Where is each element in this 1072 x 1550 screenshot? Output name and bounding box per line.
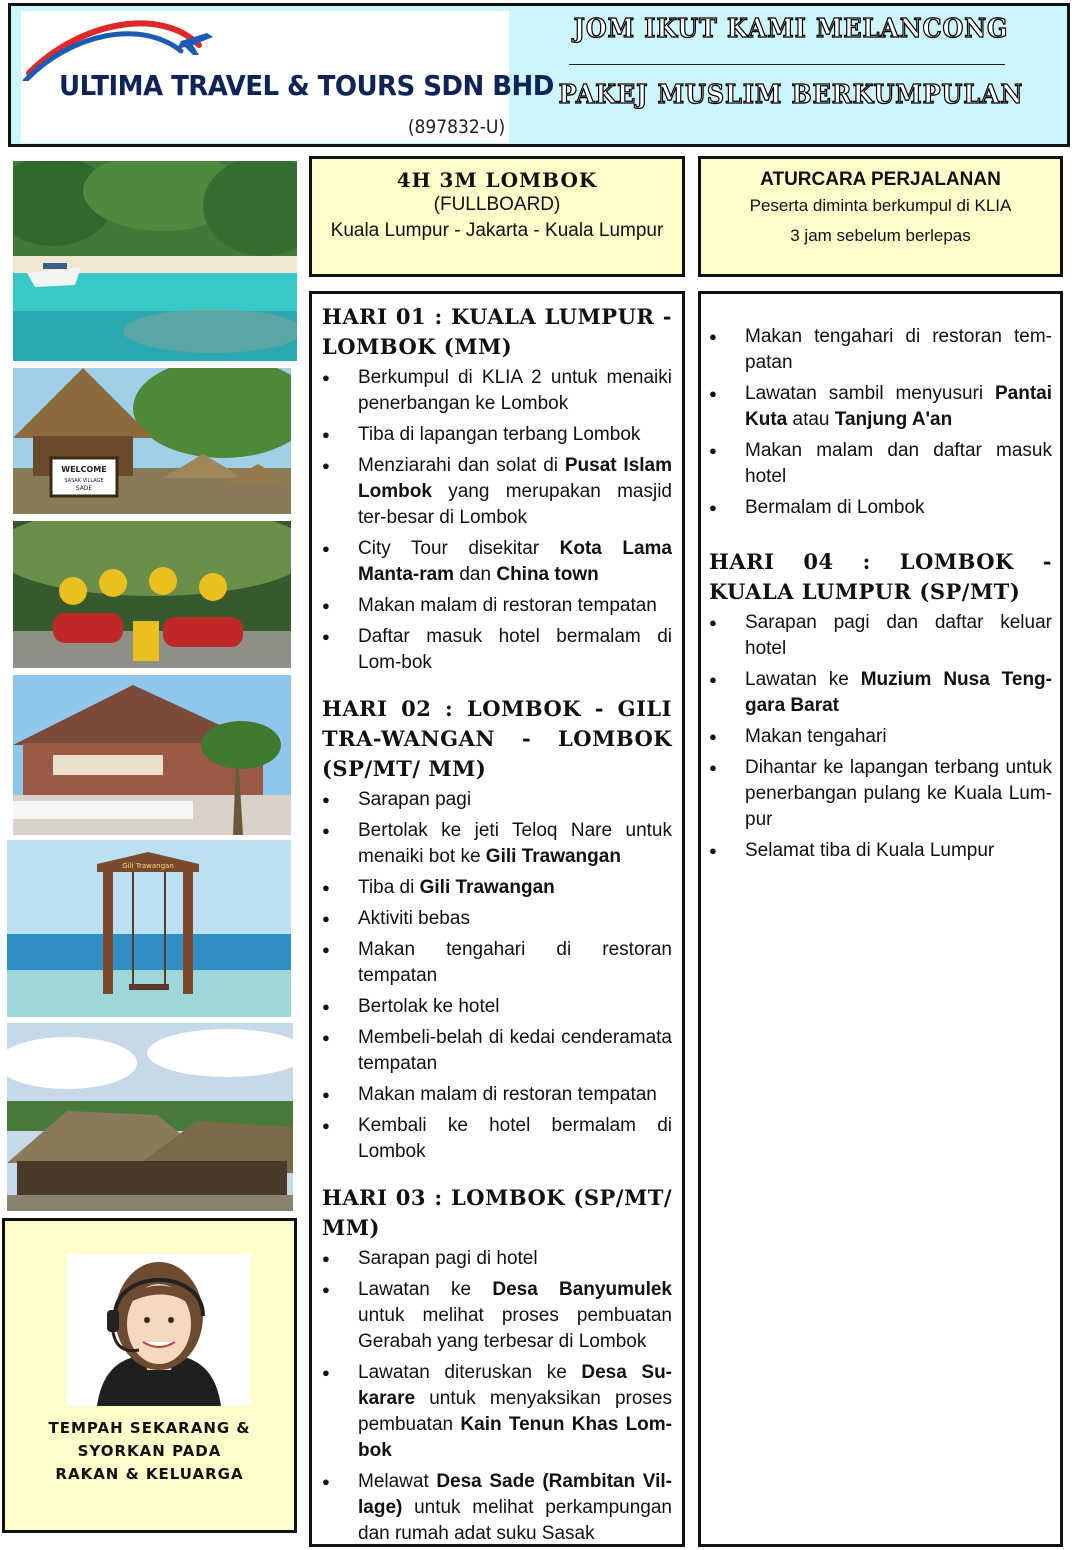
day-heading: HARI 02 : LOMBOK - GILI TRA-WANGAN - LOMBOK (SP/MT/ MM) — [322, 696, 672, 781]
swing-photo — [7, 840, 291, 1017]
list-item: ● Makan tengahari di restoran tem-patan — [709, 324, 1052, 376]
customer-service-agent-photo — [67, 1254, 251, 1406]
dance-photo — [13, 521, 291, 668]
day-4-list — [709, 610, 1052, 864]
package-route: Kuala Lumpur - Jakarta - Kuala Lumpur — [330, 220, 664, 241]
package-title: 4H 3M LOMBOK — [396, 168, 598, 192]
svg-text:SASAK VILLAGE: SASAK VILLAGE — [64, 478, 104, 484]
day-heading: HARI 01 : KUALA LUMPUR - LOMBOK (MM) — [322, 304, 672, 359]
list-item: ● Menziarahi dan solat di Pusat Islam Lombok yang merupakan masjid ter-besar di Lombok — [322, 453, 672, 531]
company-logo — [21, 11, 554, 143]
callout-line: TEMPAH SEKARANG & — [48, 1419, 251, 1437]
booking-callout — [2, 1218, 297, 1533]
list-item: ● Berkumpul di KLIA 2 untuk menaiki penerbangan ke Lombok — [322, 365, 672, 417]
callout-line: SYORKAN PADA — [77, 1442, 222, 1460]
banner-subtitle: PAKEJ MUSLIM BERKUMPULAN — [558, 80, 1024, 110]
list-item: ● Lawatan ke Desa Banyumulek untuk melihat proses pembuatan Gerabah yang terbesar di Lombok — [322, 1277, 672, 1355]
itinerary-column-1 — [309, 291, 685, 1547]
list-item: ● Aktiviti bebas — [322, 906, 672, 932]
callout-line: RAKAN & KELUARGA — [55, 1465, 244, 1483]
list-item: ● Bertolak ke jeti Teloq Nare untuk menaiki bot ke Gili Trawangan — [322, 818, 672, 870]
list-item: ● Makan malam dan daftar masuk hotel — [709, 438, 1052, 490]
itinerary-note: Peserta diminta berkumpul di KLIA — [749, 196, 1012, 215]
company-name: ULTIMA TRAVEL & TOURS SDN BHD — [59, 69, 554, 102]
package-board: (FULLBOARD) — [433, 194, 561, 215]
day-heading: HARI 04 : LOMBOK - KUALA LUMPUR (SP/MT) — [709, 549, 1052, 604]
list-item: ● City Tour disekitar Kota Lama Manta-ram dan China town — [322, 536, 672, 588]
svg-text:SADE: SADE — [75, 485, 93, 492]
list-item: ● Dihantar ke lapangan terbang untuk penerbangan pulang ke Kuala Lum-pur — [709, 755, 1052, 833]
list-item: ● Makan malam di restoran tempatan — [322, 1082, 672, 1108]
banner-title: JOM IKUT KAMI MELANCONG — [573, 14, 1009, 44]
booking-callout-text — [5, 1417, 294, 1486]
huts-photo — [7, 1023, 293, 1211]
day-2-list — [322, 787, 672, 1165]
day-heading: HARI 03 : LOMBOK (SP/MT/ MM) — [322, 1185, 672, 1240]
list-item: ● Sarapan pagi — [322, 787, 672, 813]
itinerary-column-2 — [698, 291, 1063, 1547]
list-item: ● Lawatan sambil menyusuri Pantai Kuta atau Tanjung A'an — [709, 381, 1052, 433]
beach-photo — [13, 161, 297, 361]
list-item: ● Bermalam di Lombok — [709, 495, 1052, 521]
svg-text:Gili Trawangan: Gili Trawangan — [122, 862, 174, 870]
day-1-list — [322, 365, 672, 676]
list-item: ● Makan malam di restoran tempatan — [322, 593, 672, 619]
itinerary-title: ATURCARA PERJALANAN — [760, 169, 1001, 190]
itinerary-note: 3 jam sebelum berlepas — [790, 226, 971, 245]
company-registration: (897832-U) — [407, 116, 505, 138]
day-3-list-part-1 — [322, 1246, 672, 1547]
list-item: ● Melawat Desa Sade (Rambitan Vil-lage) untuk melihat perkampungan dan rumah adat suku Sasak — [322, 1469, 672, 1547]
list-item: ● Selamat tiba di Kuala Lumpur — [709, 838, 1052, 864]
list-item: ● Lawatan diteruskan ke Desa Su-karare untuk menyaksikan proses pembuatan Kain Tenun Khas Lom-bok — [322, 1360, 672, 1464]
list-item: ● Makan tengahari — [709, 724, 1052, 750]
building-photo — [13, 675, 291, 835]
list-item: ● Lawatan ke Muzium Nusa Teng-gara Barat — [709, 667, 1052, 719]
list-item: ● Sarapan pagi di hotel — [322, 1246, 672, 1272]
list-item: ● Membeli-belah di kedai cenderamata tempatan — [322, 1025, 672, 1077]
list-item: ● Tiba di Gili Trawangan — [322, 875, 672, 901]
banner-divider — [569, 64, 1005, 65]
list-item: ● Sarapan pagi dan daftar keluar hotel — [709, 610, 1052, 662]
list-item: ● Makan tengahari di restoran tempatan — [322, 937, 672, 989]
list-item: ● Tiba di lapangan terbang Lombok — [322, 422, 672, 448]
list-item: ● Kembali ke hotel bermalam di Lombok — [322, 1113, 672, 1165]
package-info-box — [309, 156, 685, 277]
itinerary-info-box — [698, 156, 1063, 277]
list-item: ● Bertolak ke hotel — [322, 994, 672, 1020]
header-banner — [8, 3, 1070, 147]
list-item: ● Daftar masuk hotel bermalam di Lom-bok — [322, 624, 672, 676]
sasak-village-photo — [13, 368, 291, 514]
day-3-list-part-2 — [709, 324, 1052, 521]
svg-text:WELCOME: WELCOME — [61, 465, 107, 474]
